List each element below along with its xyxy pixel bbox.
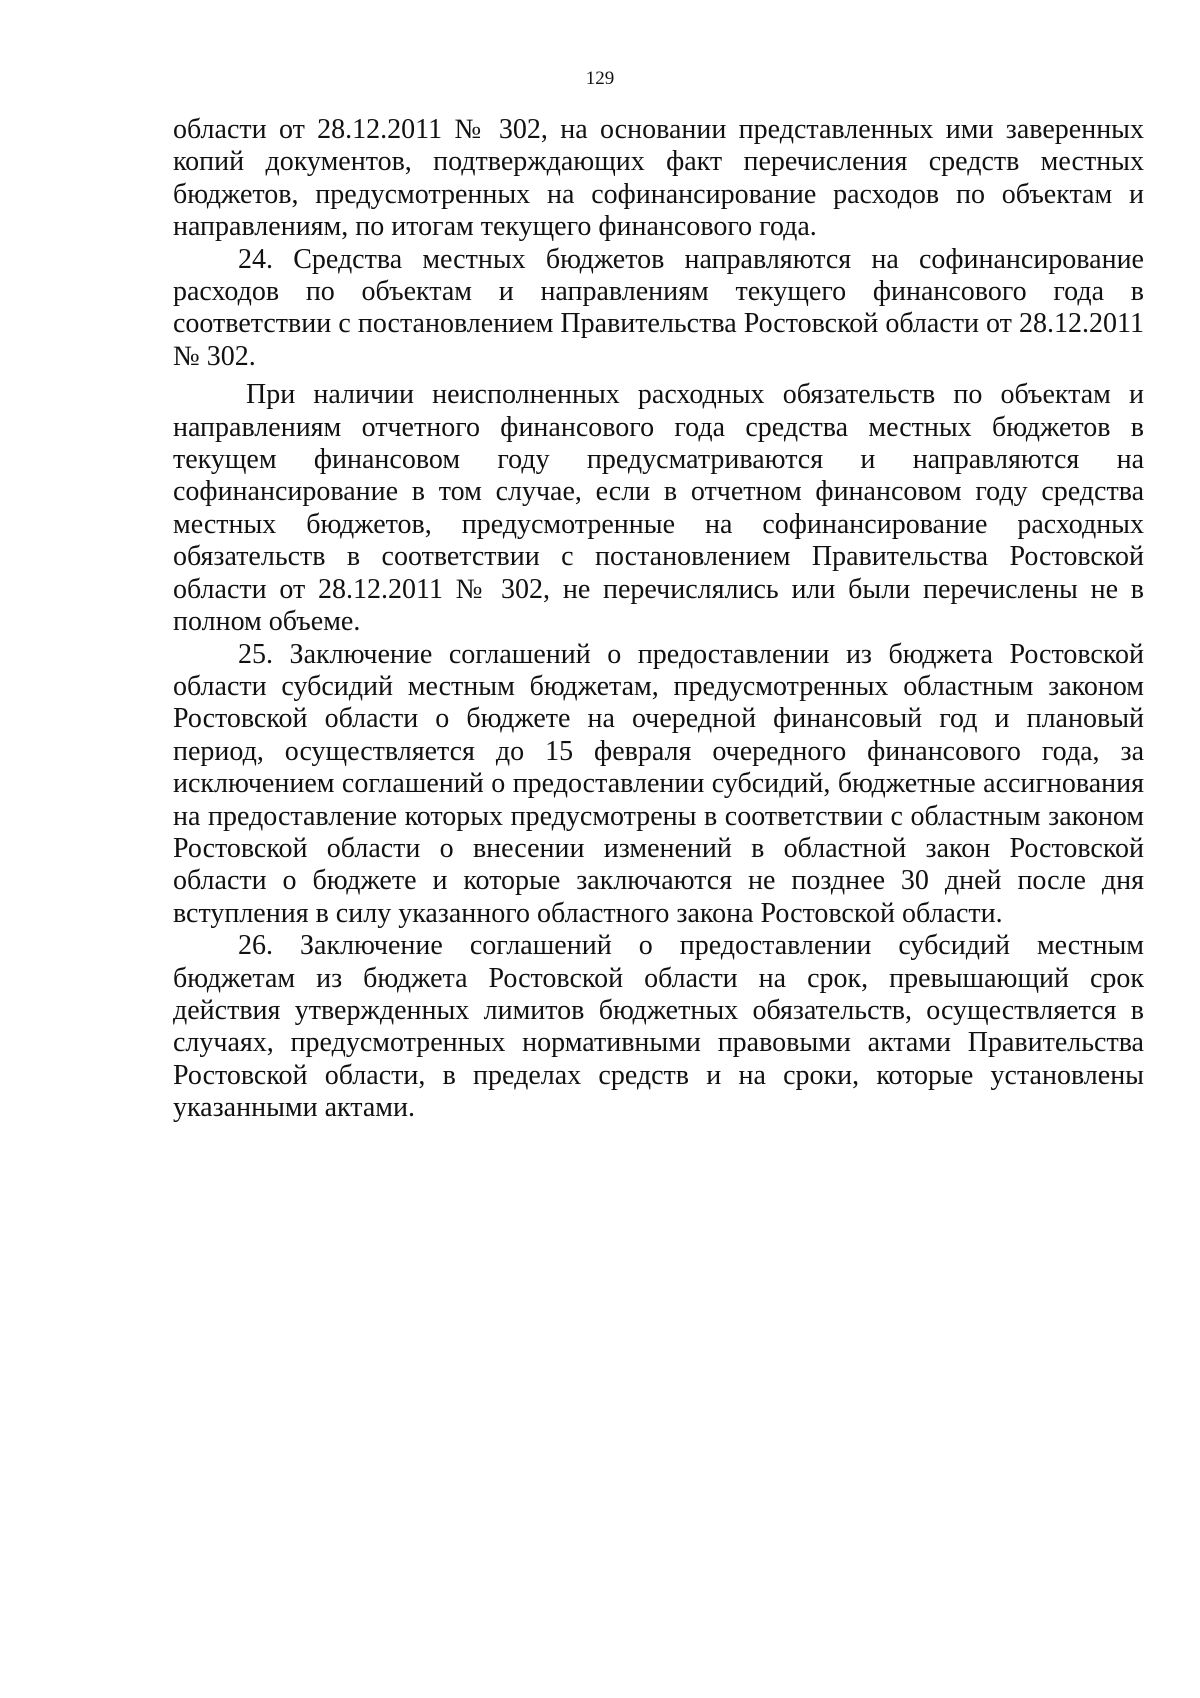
document-body [173, 114, 1144, 1125]
paragraph-item-26: 26. Заключение соглашений о предоставлении субсидий местным бюджетам из бюджета Ростовской области на срок, превышающий срок действия утвержденных лимитов бюджетных обязательств, осуществляется в случаях, предусмотренных нормативными правовыми актами Правительства Ростовской области, в пределах средств и на сроки, которые установлены указанными актами. [173, 930, 1144, 1124]
page-number: 129 [585, 68, 615, 89]
paragraph-item-24: 24. Средства местных бюджетов направляются на софинансирование расходов по объектам и направлениям текущего финансового года в соответствии с постановлением Правительства Ростовской области от 28.12.2011 № 302. [173, 243, 1144, 372]
paragraph-unfulfilled-obligations: При наличии неисполненных расходных обязательств по объектам и направлениям отчетного финансового года средства местных бюджетов в текущем финансовом году предусматриваются и направляются на софинансирование в том случае, если в отчетном финансовом году средства местных бюджетов, предусмотренные на софинансирование расходных обязательств в соответствии с постановлением Правительства Ростовской области от 28.12.2011 № 302, не перечислялись или были перечислены не в полном объеме. [173, 379, 1144, 638]
paragraph-continuation: области от 28.12.2011 № 302, на основании представленных ими заверенных копий документов, подтверждающих факт перечисления средств местных бюджетов, предусмотренных на софинансирование расходов по объектам и направлениям, по итогам текущего финансового года. [173, 114, 1144, 243]
paragraph-item-25: 25. Заключение соглашений о предоставлении из бюджета Ростовской области субсидий местным бюджетам, предусмотренных областным законом Ростовской области о бюджете на очередной финансовый год и плановый период, осуществляется до 15 февраля очередного финансового года, за исключением соглашений о предоставлении субсидий, бюджетные ассигнования на предоставление которых предусмотрены в соответствии с областным законом Ростовской области о внесении изменений в областной закон Ростовской области о бюджете и которые заключаются не позднее 30 дней после дня вступления в силу указанного областного закона Ростовской области. [173, 638, 1144, 929]
